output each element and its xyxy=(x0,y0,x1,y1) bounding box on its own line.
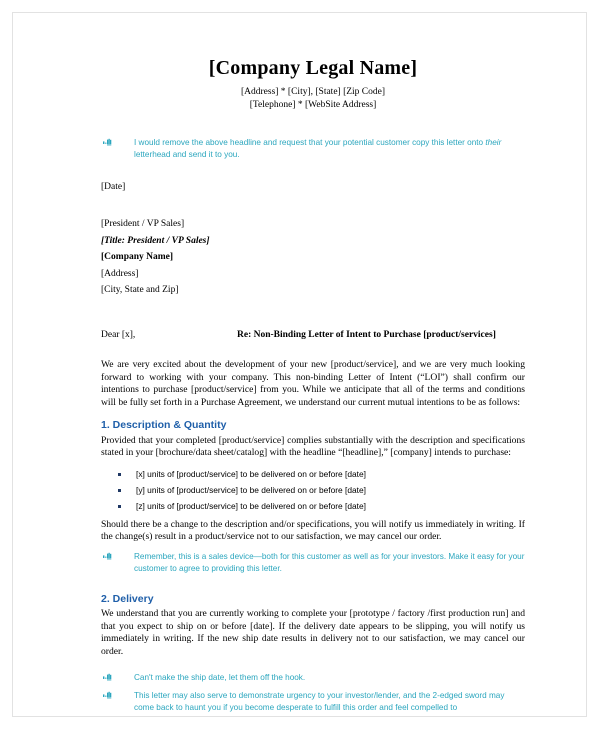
comment-urgency-note-text: This letter may also serve to demonstrate urgency to your investor/lender, and the 2-edged sword may come back to haunt you if you become desperate to fulfill this order and feel compelled to xyxy=(134,690,505,712)
recipient-block xyxy=(101,219,525,296)
section-2-heading: 2. Delivery xyxy=(101,592,154,605)
pointing-hand-icon xyxy=(103,691,112,700)
comment-headline-note-text xyxy=(134,137,525,160)
comment-sales-device-note xyxy=(101,551,525,574)
comment-headline-note xyxy=(101,137,525,160)
recipient-address: [Address] xyxy=(101,268,139,279)
comment-headline-note-part1: I would remove the above headline and request that your potential customer copy this letter onto xyxy=(134,138,486,148)
section-1-closing-paragraph: Should there be a change to the description and/or specifications, you will notify us immediately in writing. If the change(s) result in a product/service not to our satisfaction, we may cancel our order. xyxy=(101,518,525,542)
recipient-city-state-zip: [City, State and Zip] xyxy=(101,285,179,296)
list-item xyxy=(101,500,525,512)
comment-ship-date-note xyxy=(101,672,525,684)
pointing-hand-icon xyxy=(103,673,112,682)
letter-subject: Re: Non-Binding Letter of Intent to Purchase [product/services] xyxy=(237,330,496,341)
document-content xyxy=(101,57,525,713)
comment-headline-note-part2: letterhead and send it to you. xyxy=(134,149,240,159)
list-item-label: [x] units of [product/service] to be delivered on or before [date] xyxy=(136,468,366,479)
pointing-hand-icon xyxy=(103,138,112,147)
section-2-paragraph: We understand that you are currently working to complete your [prototype / factory /first production run] and that you expect to ship on or before [date]. If the delivery date appears to be slipping, you will notify us immediately in writing. If the new ship date results in delivery not to our satisfaction, we may cancel our order. xyxy=(101,608,525,657)
letter-date: [Date] xyxy=(101,182,126,193)
comment-ship-date-note-text: Can't make the ship date, let them off the hook. xyxy=(134,673,306,683)
recipient-company: [Company Name] xyxy=(101,252,174,263)
letterhead-address-line: [Address] * [City], [State] [Zip Code] xyxy=(240,87,386,97)
letterhead xyxy=(101,57,525,111)
recipient-name: [President / VP Sales] xyxy=(101,218,185,229)
intro-paragraph: We are very excited about the development of your new [product/service], and we are very much looking forward to working with your company. This non-binding Letter of Intent (“LOI”) shall confirm our intentions to purchase [product/service] from you. While we anticipate that all of the terms and conditions will be fully set forth in a Purchase Agreement, we understand our current mutual intentions to be as follows: xyxy=(101,359,525,408)
letterhead-contact-line: [Telephone] * [WebSite Address] xyxy=(249,99,377,110)
salutation-row xyxy=(101,330,525,341)
section-1-intro-paragraph: Provided that your completed [product/service] complies substantially with the description and specifications stated in your [brochure/data sheet/catalog] with the headline “[headline],” [company] intends to purchase: xyxy=(101,435,525,459)
list-item xyxy=(101,484,525,496)
comment-urgency-note xyxy=(101,690,525,713)
comment-sales-device-note-text: Remember, this is a sales device—both for this customer as well as for your investors. Make it easy for your customer to agree to providing this letter. xyxy=(134,552,525,574)
square-bullet-icon xyxy=(118,473,121,476)
recipient-title: [Title: President / VP Sales] xyxy=(101,235,210,246)
document-page xyxy=(12,12,587,717)
section-1-heading: 1. Description & Quantity xyxy=(101,419,227,432)
list-item-label: [y] units of [product/service] to be delivered on or before [date] xyxy=(136,485,366,496)
list-item-label: [z] units of [product/service] to be delivered on or before [date] xyxy=(136,501,366,512)
square-bullet-icon xyxy=(118,505,121,508)
comment-headline-note-italic: their xyxy=(485,138,502,148)
salutation-greeting: Dear [x], xyxy=(101,330,136,341)
section-1-bullet-list xyxy=(101,468,525,513)
list-item xyxy=(101,468,525,480)
square-bullet-icon xyxy=(118,489,121,492)
pointing-hand-icon xyxy=(103,552,112,561)
company-legal-name: [Company Legal Name] xyxy=(208,57,418,79)
